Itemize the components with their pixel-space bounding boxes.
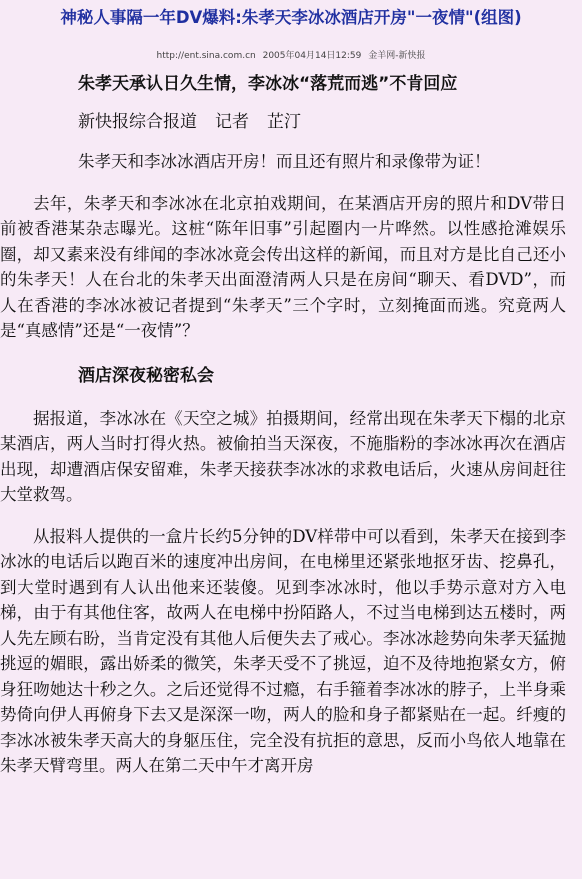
- paragraph-1: 去年，朱孝天和李冰冰在北京拍戏期间，在某酒店开房的照片和DV带日前被香港某杂志曝光。这桩“陈年旧事”引起圈内一片哗然。以性感抢滩娱乐圈，却又素来没有绯闻的李冰冰竟会传出这样的新闻，而且对方是比自己还小的朱孝天！人在台北的朱孝天出面澄清两人只是在房间“聊天、看DVD”，而人在香港的李冰冰被记者提到“朱孝天”三个字时，立刻掩面而逃。究竟两人是“真感情”还是“一夜情”？: [0, 193, 566, 340]
- article-headline-link[interactable]: 神秘人事隔一年DV爆料:朱孝天李冰冰酒店开房"一夜情"(组图): [60, 8, 522, 27]
- source-name: 金羊网-新快报: [368, 51, 426, 61]
- byline-outlet: 新快报综合报道: [78, 112, 197, 132]
- publish-datetime: 2005年04月14日12:59: [262, 51, 362, 61]
- article-body: [0, 66, 566, 779]
- section-heading: 酒店深夜秘密私会: [78, 365, 214, 386]
- article-subhead: 朱孝天承认日久生情，李冰冰“落荒而逃”不肯回应: [78, 74, 458, 94]
- source-url: http://ent.sina.com.cn: [156, 51, 256, 61]
- byline: [78, 104, 566, 140]
- article-meta: [0, 48, 582, 61]
- paragraph-3: 从报料人提供的一盒片长约5分钟的DV样带中可以看到，朱孝天在接到李冰冰的电话后以跑百米的速度冲出房间，在电梯里还紧张地抠牙齿、挖鼻孔，到大堂时遇到有人认出他来还装傻。见到李冰冰时，他以手势示意对方入电梯，由于有其他住客，故两人在电梯中扮陌路人，不过当电梯到达五楼时，两人先左顾右盼，当肯定没有其他人后便失去了戒心。李冰冰趁势向朱孝天猛抛挑逗的媚眼，露出娇柔的微笑，朱孝天受不了挑逗，迫不及待地抱紧女方，俯身狂吻她达十秒之久。之后还觉得不过瘾，右手箍着李冰冰的脖子，上半身乘势倚向伊人再俯身下去又是深深一吻，两人的脸和身子都紧贴在一起。纤瘦的李冰冰被朱孝天高大的身躯压住，完全没有抗拒的意思，反而小鸟依人地靠在朱孝天臂弯里。两人在第二天中午才离开房: [0, 526, 566, 775]
- lead-paragraph: 朱孝天和李冰冰酒店开房！而且还有照片和录像带为证！: [78, 152, 491, 171]
- paragraph-2: 据报道，李冰冰在《天空之城》拍摄期间，经常出现在朱孝天下榻的北京某酒店，两人当时打得火热。被偷拍当天深夜，不施脂粉的李冰冰再次在酒店出现，却遭酒店保安留难，朱孝天接获李冰冰的求救电话后，火速从房间赶往大堂救驾。: [0, 408, 566, 504]
- byline-role: 记者: [215, 112, 249, 132]
- byline-author: 芷汀: [267, 112, 301, 132]
